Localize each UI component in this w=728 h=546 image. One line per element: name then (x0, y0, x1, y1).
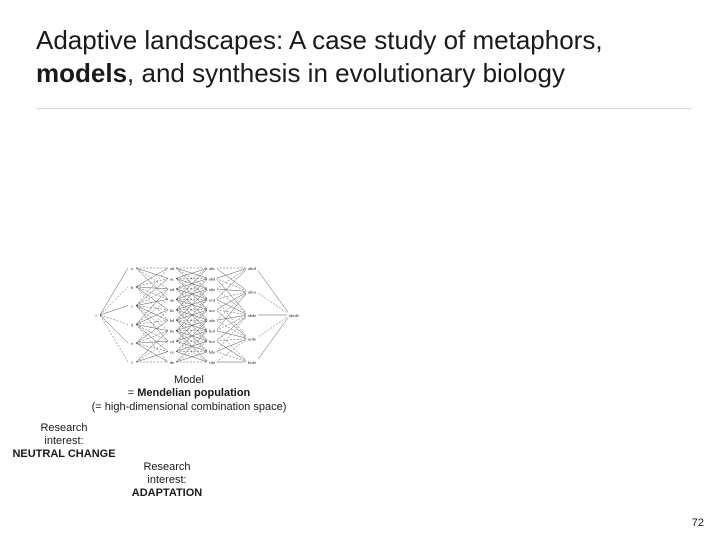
lattice-node-label: d (130, 322, 134, 328)
lattice-edge (256, 292, 290, 316)
neutral-caption-bold: NEUTRAL CHANGE (12, 448, 116, 460)
lattice-edge (216, 268, 248, 278)
lattice-node-label: ac (170, 276, 174, 282)
title-emphasis: models (36, 58, 128, 88)
lattice-node-label: abce (247, 289, 257, 295)
lattice-node-label: bcd (208, 328, 216, 334)
model-caption-bold: Mendelian population (137, 387, 251, 399)
lattice-edge (256, 315, 290, 362)
lattice-node-label: abc (208, 266, 216, 271)
lattice-node-label: bcde (247, 360, 257, 365)
lattice-node-label: a (131, 266, 133, 271)
lattice-edge (100, 315, 128, 362)
lattice-node-label: ace (209, 307, 215, 313)
lattice-edge (100, 306, 128, 315)
lattice-node-label: abcde (288, 313, 300, 318)
lattice-node-label: ade (208, 318, 216, 324)
lattice-edge (256, 315, 290, 339)
lattice-node-label: ae (170, 297, 174, 303)
combination-space-diagram (88, 262, 310, 370)
adaptation-caption-line-1: Research (143, 461, 191, 473)
lattice-node-label: bd (169, 318, 175, 324)
lattice-edge (216, 339, 248, 352)
lattice-node-label: bc (169, 307, 175, 313)
lattice-edge (136, 306, 168, 342)
lattice-node-label: abde (247, 313, 257, 318)
lattice-node-label: abe (208, 286, 216, 292)
diagram-edges (100, 268, 290, 362)
lattice-node-label: e (131, 341, 133, 347)
lattice-edge (100, 315, 128, 343)
lattice-node-label: ce (170, 349, 174, 355)
adaptation-caption-bold: ADAPTATION (131, 487, 203, 499)
lattice-edge (216, 352, 248, 362)
adaptation-caption-line-3 (100, 487, 234, 500)
lattice-node-label: b (130, 284, 134, 290)
slide-title (36, 24, 716, 90)
model-caption-line-1: Model (174, 374, 204, 386)
lattice-edge (136, 352, 168, 362)
lattice-node-label: de (169, 360, 175, 365)
model-caption-prefix: = (127, 387, 138, 399)
lattice-node-label: bce (208, 339, 216, 345)
lattice-node-label: acde (247, 336, 257, 342)
lattice-node-label: ab (169, 266, 175, 271)
title-divider (36, 108, 692, 109)
lattice-node-label: + (94, 313, 98, 318)
lattice-node-label: ad (169, 286, 175, 292)
lattice-edge (216, 310, 248, 339)
lattice-node-label: f (131, 360, 133, 365)
lattice-edge (256, 268, 290, 315)
lattice-edge (136, 331, 168, 362)
adaptation-caption-line-2: interest: (147, 474, 187, 486)
page-number: 72 (691, 517, 704, 529)
model-caption-line-3: (= high-dimensional combination space) (91, 401, 287, 413)
model-caption-line-2 (0, 387, 378, 400)
lattice-edge (216, 268, 248, 289)
title-line-2 (36, 57, 716, 90)
title-line-1: Adaptive landscapes: A case study of metaphors, (36, 25, 603, 55)
lattice-edge (136, 268, 168, 306)
lattice-edge (216, 341, 248, 362)
lattice-edge (136, 306, 168, 321)
lattice-node-label: bde (208, 349, 216, 355)
lattice-node-label: abcd (247, 266, 257, 271)
neutral-caption-line-2: interest: (44, 435, 84, 447)
lattice-edge (136, 310, 168, 325)
lattice-node-label: cde (208, 360, 216, 365)
lattice-edge (136, 324, 168, 362)
lattice-edge (216, 268, 248, 292)
lattice-edge (216, 339, 248, 363)
title-line-2-rest: , and synthesis in evolutionary biology (127, 58, 565, 88)
neutral-caption-line-1: Research (40, 422, 88, 434)
lattice-edge (136, 268, 168, 299)
lattice-node-label: be (169, 328, 175, 334)
lattice-node-label: acd (208, 297, 216, 303)
lattice-node-label: abd (208, 276, 216, 282)
lattice-node-label: c (131, 303, 133, 309)
lattice-edge (136, 289, 168, 325)
lattice-edge (100, 268, 128, 315)
neutral-caption-line-3 (0, 448, 128, 461)
lattice-edge (216, 292, 248, 300)
lattice-edge (136, 268, 168, 278)
lattice-edge (216, 278, 248, 291)
lattice-edge (216, 315, 248, 320)
lattice-edge (100, 315, 128, 324)
lattice-node-label: cd (169, 339, 175, 345)
